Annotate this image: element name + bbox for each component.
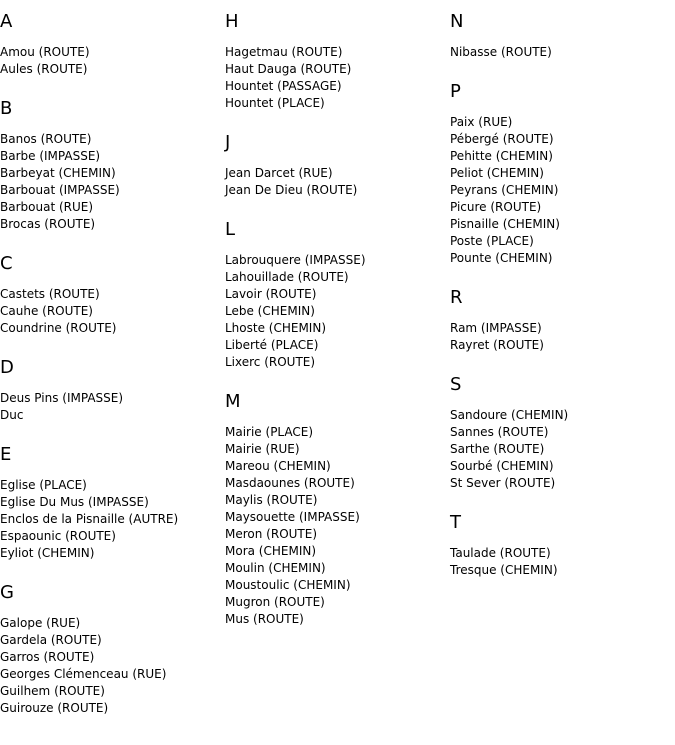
street-entry-link[interactable]: Maysouette (IMPASSE) bbox=[225, 510, 360, 524]
street-list bbox=[225, 424, 445, 628]
street-entry-link[interactable]: Lixerc (ROUTE) bbox=[225, 355, 316, 369]
street-entry-link[interactable]: Barbouat (RUE) bbox=[0, 200, 94, 214]
street-entry-link[interactable]: Eglise (PLACE) bbox=[0, 478, 87, 492]
letter-section-g bbox=[0, 581, 220, 717]
street-entry-link[interactable]: Coundrine (ROUTE) bbox=[0, 321, 117, 335]
letter-section-l bbox=[225, 218, 445, 371]
street-entry-link[interactable]: Guirouze (ROUTE) bbox=[0, 701, 109, 715]
street-entry-link[interactable]: Lahouillade (ROUTE) bbox=[225, 270, 349, 284]
street-entry-link[interactable]: Sandoure (CHEMIN) bbox=[450, 408, 569, 422]
section-letter-heading: A bbox=[0, 11, 13, 32]
street-entry-link[interactable]: Mareou (CHEMIN) bbox=[225, 459, 331, 473]
street-entry-link[interactable]: Poste (PLACE) bbox=[450, 234, 534, 248]
street-entry-link[interactable]: Barbe (IMPASSE) bbox=[0, 149, 101, 163]
section-letter-heading: D bbox=[0, 357, 14, 378]
street-entry-link[interactable]: St Sever (ROUTE) bbox=[450, 476, 556, 490]
street-entry-link[interactable]: Paix (RUE) bbox=[450, 115, 513, 129]
street-entry-link[interactable]: Brocas (ROUTE) bbox=[0, 217, 96, 231]
street-entry-link[interactable]: Enclos de la Pisnaille (AUTRE) bbox=[0, 512, 179, 526]
section-letter-heading: E bbox=[0, 444, 12, 465]
section-letter-heading: B bbox=[0, 98, 13, 119]
section-letter-heading: J bbox=[225, 132, 231, 153]
letter-section-d bbox=[0, 356, 220, 424]
letter-section-t bbox=[450, 511, 670, 579]
letter-section-n bbox=[450, 10, 670, 61]
street-entry-link[interactable]: Guilhem (ROUTE) bbox=[0, 684, 105, 698]
street-entry-link[interactable]: Barbeyat (CHEMIN) bbox=[0, 166, 116, 180]
street-entry-link[interactable]: Lebe (CHEMIN) bbox=[225, 304, 315, 318]
letter-section-s bbox=[450, 373, 670, 492]
letter-section-c bbox=[0, 252, 220, 337]
street-entry-link[interactable]: Pounte (CHEMIN) bbox=[450, 251, 553, 265]
street-entry-link[interactable]: Aules (ROUTE) bbox=[0, 62, 88, 76]
street-list bbox=[450, 545, 670, 579]
street-entry-link[interactable]: Tresque (CHEMIN) bbox=[450, 563, 558, 577]
street-entry-link[interactable]: Taulade (ROUTE) bbox=[450, 546, 551, 560]
street-entry-link[interactable]: Jean Darcet (RUE) bbox=[225, 166, 333, 180]
street-entry-link[interactable]: Peliot (CHEMIN) bbox=[450, 166, 544, 180]
street-entry-link[interactable]: Mugron (ROUTE) bbox=[225, 595, 325, 609]
street-entry-link[interactable]: Mairie (PLACE) bbox=[225, 425, 314, 439]
street-entry-link[interactable]: Hagetmau (ROUTE) bbox=[225, 45, 343, 59]
street-entry-link[interactable]: Meron (ROUTE) bbox=[225, 527, 318, 541]
street-list bbox=[0, 44, 220, 78]
street-list bbox=[0, 390, 220, 424]
street-entry-link[interactable]: Gardela (ROUTE) bbox=[0, 633, 102, 647]
street-entry-link[interactable]: Rayret (ROUTE) bbox=[450, 338, 544, 352]
letter-section-j bbox=[225, 131, 445, 199]
street-entry-link[interactable]: Nibasse (ROUTE) bbox=[450, 45, 552, 59]
street-entry-link[interactable]: Georges Clémenceau (RUE) bbox=[0, 667, 167, 681]
street-entry-link[interactable]: Peyrans (CHEMIN) bbox=[450, 183, 559, 197]
street-entry-link[interactable]: Eglise Du Mus (IMPASSE) bbox=[0, 495, 149, 509]
street-entry-link[interactable]: Masdaounes (ROUTE) bbox=[225, 476, 355, 490]
street-entry-link[interactable]: Sarthe (ROUTE) bbox=[450, 442, 545, 456]
street-entry-link[interactable]: Amou (ROUTE) bbox=[0, 45, 90, 59]
street-list bbox=[0, 131, 220, 233]
street-entry-link[interactable]: Mus (ROUTE) bbox=[225, 612, 304, 626]
letter-section-r bbox=[450, 286, 670, 354]
street-entry-link[interactable]: Barbouat (IMPASSE) bbox=[0, 183, 120, 197]
section-letter-heading: M bbox=[225, 391, 241, 412]
street-list bbox=[450, 320, 670, 354]
street-entry-link[interactable]: Cauhe (ROUTE) bbox=[0, 304, 93, 318]
street-list bbox=[0, 286, 220, 337]
street-entry-link[interactable]: Garros (ROUTE) bbox=[0, 650, 95, 664]
street-entry-link[interactable]: Mairie (RUE) bbox=[225, 442, 300, 456]
street-entry-link[interactable]: Moustoulic (CHEMIN) bbox=[225, 578, 351, 592]
street-list bbox=[225, 252, 445, 371]
street-entry-link[interactable]: Mora (CHEMIN) bbox=[225, 544, 317, 558]
street-entry-link[interactable]: Hountet (PASSAGE) bbox=[225, 79, 342, 93]
street-entry-link[interactable]: Haut Dauga (ROUTE) bbox=[225, 62, 352, 76]
street-entry-link[interactable]: Sourbé (CHEMIN) bbox=[450, 459, 554, 473]
section-letter-heading: C bbox=[0, 253, 13, 274]
letter-section-e bbox=[0, 443, 220, 562]
street-entry-link[interactable]: Sannes (ROUTE) bbox=[450, 425, 549, 439]
street-list bbox=[225, 165, 445, 199]
street-entry-link[interactable]: Hountet (PLACE) bbox=[225, 96, 325, 110]
street-entry-link[interactable]: Castets (ROUTE) bbox=[0, 287, 100, 301]
street-entry-link[interactable]: Picure (ROUTE) bbox=[450, 200, 542, 214]
letter-section-a bbox=[0, 10, 220, 78]
section-letter-heading: L bbox=[225, 219, 236, 240]
street-list bbox=[450, 114, 670, 267]
street-entry-link[interactable]: Duc bbox=[0, 408, 24, 422]
street-index-column-1 bbox=[0, 10, 220, 736]
street-entry-link[interactable]: Moulin (CHEMIN) bbox=[225, 561, 326, 575]
street-entry-link[interactable]: Deus Pins (IMPASSE) bbox=[0, 391, 124, 405]
street-entry-link[interactable]: Espaounic (ROUTE) bbox=[0, 529, 116, 543]
street-entry-link[interactable]: Liberté (PLACE) bbox=[225, 338, 319, 352]
street-list bbox=[0, 615, 220, 717]
street-entry-link[interactable]: Lavoir (ROUTE) bbox=[225, 287, 317, 301]
street-index-column-3 bbox=[450, 10, 670, 598]
street-entry-link[interactable]: Banos (ROUTE) bbox=[0, 132, 92, 146]
street-list bbox=[450, 407, 670, 492]
street-entry-link[interactable]: Jean De Dieu (ROUTE) bbox=[225, 183, 358, 197]
section-letter-heading: T bbox=[450, 512, 461, 533]
letter-section-p bbox=[450, 80, 670, 267]
section-letter-heading: N bbox=[450, 11, 464, 32]
section-letter-heading: H bbox=[225, 11, 239, 32]
street-entry-link[interactable]: Galope (RUE) bbox=[0, 616, 81, 630]
section-letter-heading: G bbox=[0, 582, 14, 603]
street-list bbox=[450, 44, 670, 61]
letter-section-h bbox=[225, 10, 445, 112]
street-entry-link[interactable]: Pisnaille (CHEMIN) bbox=[450, 217, 560, 231]
street-entry-link[interactable]: Eyliot (CHEMIN) bbox=[0, 546, 95, 560]
street-list bbox=[225, 44, 445, 112]
section-letter-heading: P bbox=[450, 81, 461, 102]
street-index-column-2 bbox=[225, 10, 445, 647]
letter-section-m bbox=[225, 390, 445, 628]
street-entry-link[interactable]: Pébergé (ROUTE) bbox=[450, 132, 554, 146]
street-entry-link[interactable]: Lhoste (CHEMIN) bbox=[225, 321, 327, 335]
street-list bbox=[0, 477, 220, 562]
street-entry-link[interactable]: Pehitte (CHEMIN) bbox=[450, 149, 553, 163]
street-entry-link[interactable]: Labrouquere (IMPASSE) bbox=[225, 253, 366, 267]
letter-section-b bbox=[0, 97, 220, 233]
section-letter-heading: S bbox=[450, 374, 462, 395]
section-letter-heading: R bbox=[450, 287, 463, 308]
street-entry-link[interactable]: Maylis (ROUTE) bbox=[225, 493, 318, 507]
street-entry-link[interactable]: Ram (IMPASSE) bbox=[450, 321, 542, 335]
